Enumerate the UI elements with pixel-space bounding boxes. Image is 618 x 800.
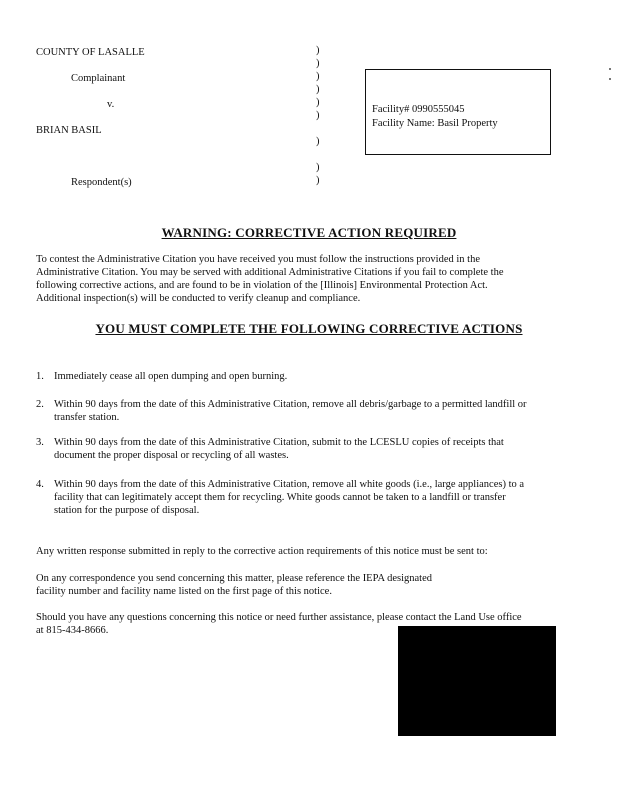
- redaction-block: [398, 626, 556, 736]
- action-item-line: Within 90 days from the date of this Administrative Citation, submit to the LCESLU copies of receipts that: [54, 437, 504, 448]
- action-item-number: 1.: [36, 371, 44, 382]
- warning-heading: WARNING: CORRECTIVE ACTION REQUIRED: [161, 225, 457, 240]
- caption-paren: ): [316, 136, 320, 147]
- caption-paren: ): [316, 58, 320, 69]
- caption-paren: ): [316, 175, 320, 186]
- action-item-number: 2.: [36, 399, 44, 410]
- caption-paren: ): [316, 110, 320, 121]
- action-item-line: Within 90 days from the date of this Administrative Citation, remove all debris/garbage to a permitted landfill or: [54, 399, 527, 410]
- caption-paren: ): [316, 97, 320, 108]
- warning-line: Additional inspection(s) will be conducted to verify cleanup and compliance.: [36, 293, 361, 304]
- respondents-label: Respondent(s): [71, 177, 132, 188]
- action-item-number: 4.: [36, 479, 44, 490]
- scan-speck: [609, 78, 611, 80]
- action-item-line: facility that can legitimately accept them for recycling. White goods cannot be taken to a landfill or transfer: [54, 492, 506, 503]
- action-item-line: transfer station.: [54, 412, 120, 423]
- complainant-label: Complainant: [71, 73, 126, 84]
- reference-line: facility number and facility name listed on the first page of this notice.: [36, 586, 332, 597]
- contact-line: Should you have any questions concerning this notice or need further assistance, please contact the Land Use office: [36, 612, 522, 623]
- facility-number: Facility# 0990555045: [372, 104, 465, 115]
- action-item-line: Within 90 days from the date of this Administrative Citation, remove all white goods (i.e., large appliances) to a: [54, 479, 525, 490]
- warning-line: Administrative Citation. You may be served with additional Administrative Citations if you fail to complete the: [36, 267, 504, 278]
- respondent-name: BRIAN BASIL: [36, 125, 102, 136]
- action-item-number: 3.: [36, 437, 44, 448]
- response-instructions: Any written response submitted in reply to the corrective action requirements of this notice must be sent to:: [36, 546, 488, 557]
- warning-line: To contest the Administrative Citation you have received you must follow the instructions provided in the: [36, 254, 480, 265]
- reference-line: On any correspondence you send concerning this matter, please reference the IEPA designated: [36, 573, 433, 584]
- caption-paren: ): [316, 45, 320, 56]
- actions-heading: YOU MUST COMPLETE THE FOLLOWING CORRECTIVE ACTIONS: [95, 321, 523, 336]
- action-item-line: document the proper disposal or recycling of all wastes.: [54, 450, 289, 461]
- facility-name: Facility Name: Basil Property: [372, 118, 498, 129]
- county-name: COUNTY OF LASALLE: [36, 47, 145, 58]
- warning-paragraph: [36, 253, 596, 305]
- contact-line: at 815-434-8666.: [36, 625, 109, 636]
- versus-label: v.: [107, 99, 115, 110]
- action-item-line: station for the purpose of disposal.: [54, 505, 200, 516]
- caption-paren: ): [316, 71, 320, 82]
- scan-speck: [609, 68, 611, 70]
- action-item-line: Immediately cease all open dumping and open burning.: [54, 371, 288, 382]
- warning-line: following corrective actions, and are found to be in violation of the [Illinois] Environmental Protection Act.: [36, 280, 488, 291]
- caption-paren: ): [316, 162, 320, 173]
- reference-paragraph: [36, 572, 432, 598]
- caption-paren: ): [316, 84, 320, 95]
